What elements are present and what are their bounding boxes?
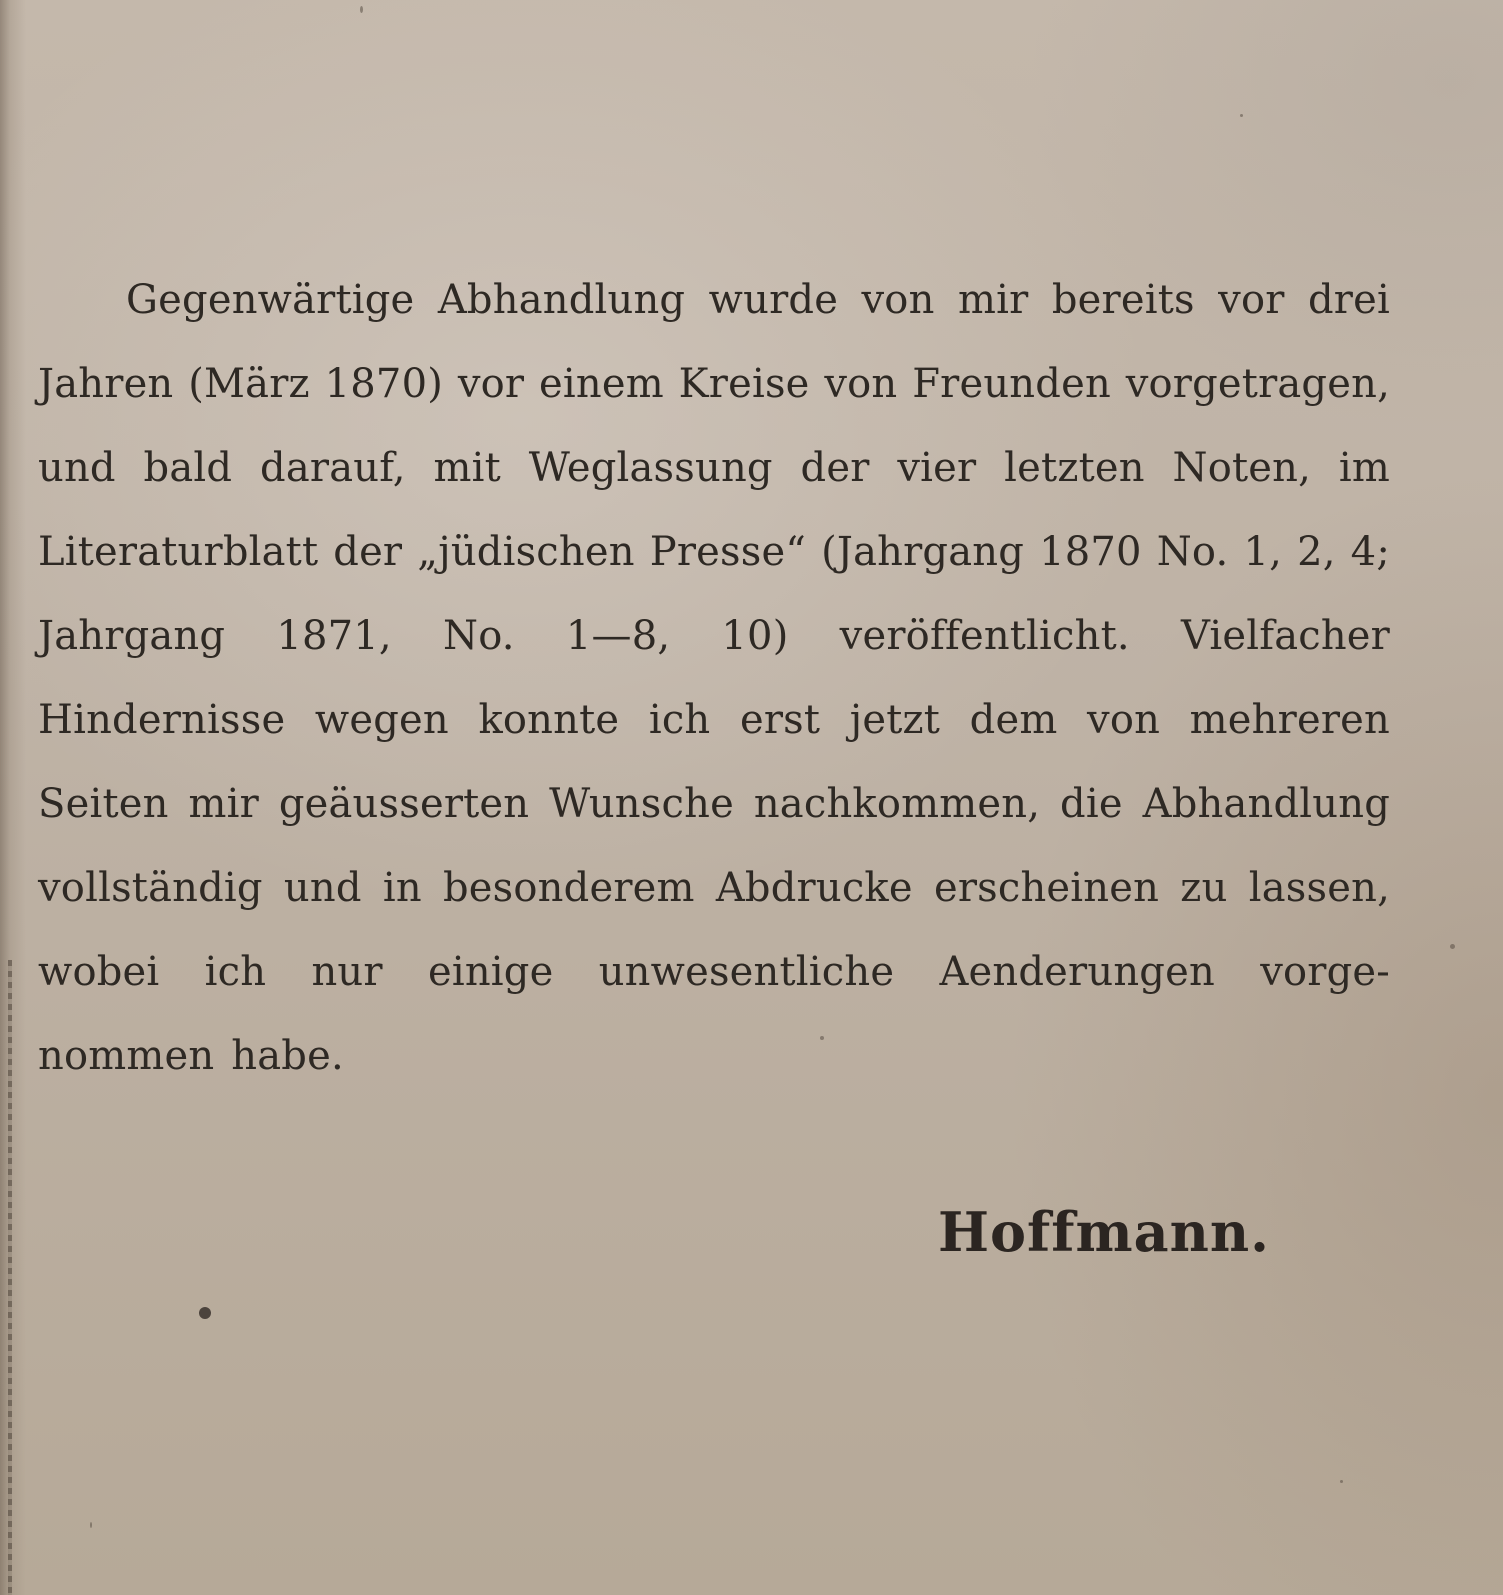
paragraph-line: Hindernisse wegen konnte ich erst jetzt dem von mehreren (38, 697, 1390, 743)
page-binding-edge (8, 960, 12, 1595)
preface-paragraph (38, 258, 1390, 1098)
paragraph-line: Gegenwärtige Abhandlung wurde von mir bereits vor drei (126, 277, 1390, 323)
paragraph-line: wobei ich nur einige unwesentliche Aenderungen vorge- (38, 949, 1390, 995)
author-signature: Hoffmann. (938, 1200, 1270, 1264)
ink-spot (199, 1307, 211, 1319)
paragraph-line: Seiten mir geäusserten Wunsche nachkommen, die Abhandlung (38, 781, 1390, 827)
paragraph-line: Literaturblatt der „jüdischen Presse“ (Jahrgang 1870 No. 1, 2, 4; (38, 529, 1390, 575)
paper-speck (1340, 1480, 1343, 1483)
paragraph-line: nommen habe. (38, 1033, 344, 1079)
paper-speck (1240, 114, 1243, 117)
paragraph-line: vollständig und in besonderem Abdrucke erscheinen zu lassen, (38, 865, 1390, 911)
paragraph-line: Jahren (März 1870) vor einem Kreise von Freunden vorgetragen, (38, 361, 1390, 407)
paragraph-line: Jahrgang 1871, No. 1—8, 10) veröffentlicht. Vielfacher (38, 613, 1390, 659)
paper-speck (820, 1036, 824, 1040)
paper-speck (1450, 944, 1455, 949)
paper-speck (90, 1522, 92, 1528)
paragraph-line: und bald darauf, mit Weglassung der vier letzten Noten, im (38, 445, 1390, 491)
page-gutter-shadow (0, 0, 26, 1595)
paper-speck (360, 6, 363, 13)
